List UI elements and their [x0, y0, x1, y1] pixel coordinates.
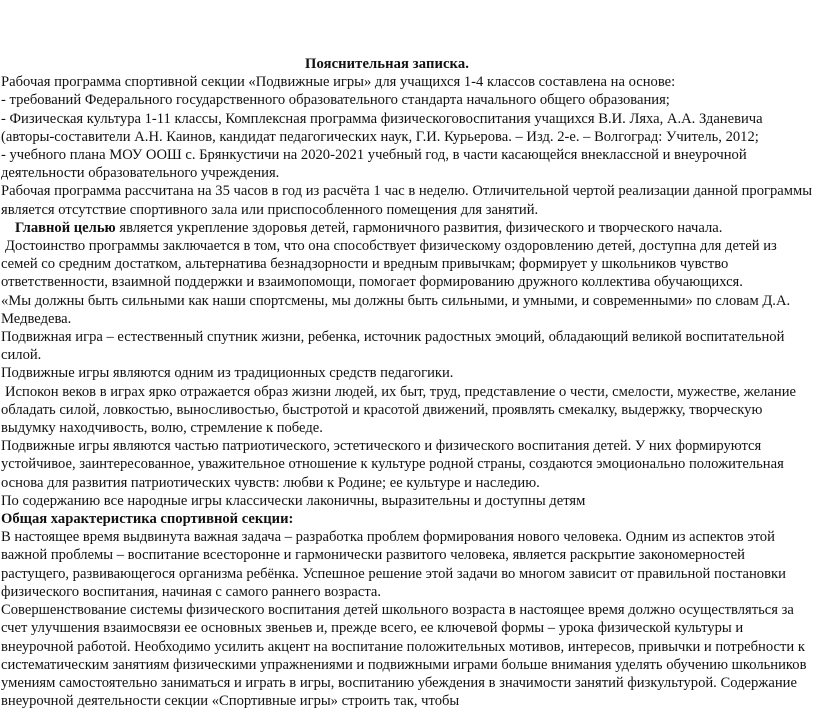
paragraph-outdoor-game: Подвижная игра – естественный спутник жизни, ребенка, источник радостных эмоций, обладающий великой воспитательной силой. — [1, 329, 785, 364]
paragraph-fgos: - требований Федерального государственного образовательного стандарта начального общего образования; — [1, 92, 670, 109]
paragraph-advantages: Достоинство программы заключается в том, что она способствует физическому оздоровлению детей, доступна для детей из семей со средним достатком, альтернатива безнадзорности и вредным привычкам; формирует у школьников чувство ответственности, взаимной поддержки и взаимопомощи, помогает формированию дружного коллектива обучающихся. — [1, 238, 777, 291]
paragraph-tradition: Испокон веков в играх ярко отражается образ жизни людей, их быт, труд, представление о чести, смелости, мужестве, желание обладать силой, ловкостью, выносливостью, быстротой и красотой движений, проявлять смекалку, выдержку, творческую выдумку находчивость, волю, стремление к победе. — [1, 383, 796, 437]
paragraph-hours: Рабочая программа рассчитана на 35 часов в год из расчёта 1 час в неделю. Отличительной чертой реализации данной программы является отсутствие спортивного зала или приспособленного помещения для занятий. — [1, 183, 813, 218]
section-heading — [1, 510, 813, 528]
paragraph-main-goal — [1, 219, 813, 237]
section-heading-text: Общая характеристика спортивной секции: — [1, 511, 294, 528]
document-page — [1, 55, 813, 710]
document-title: Пояснительная записка. — [305, 56, 469, 72]
paragraph-curriculum: - учебного плана МОУ ООШ с. Брянкустичи на 2020-2021 учебный год, в части касающейся внеклассной и внеурочной деятельности образовательного учреждения. — [1, 147, 747, 182]
paragraph-improvement: Совершенствование системы физического воспитания детей школьного возраста в настоящее время должно осуществляться за счет улучшения взаимосвязи ее основных звеньев и, прежде всего, ее ключевой формы – урока физической культуры и внеурочной работой. Необходимо усилить акцент на воспитание положительных мотивов, интересов, привычки и потребности к систематическим занятиям физическими упражнениями и подвижными играми больше внимания уделять обучению школьников умениям самостоятельно заниматься и играть в игры, воспитанию убеждения в значимости занятий физкультурой. Содержание внеурочной деятельности секции «Спортивные игры» строить так, чтобы — [1, 602, 807, 710]
paragraph-program-source: - Физическая культура 1-11 классы, Комплексная программа физическоговоспитания учащихся В.И. Ляха, А.А. Зданевича (авторы-составители А.Н. Каинов, кандидат педагогических наук, Г.И. Курьерова. – Изд. 2-е. – Волгоград: Учитель, 2012; — [1, 110, 763, 145]
paragraph-task: В настоящее время выдвинута важная задача – разработка проблем формирования нового человека. Одним из аспектов этой важной проблемы – воспитание всесторонне и гармонически развитого человека, является раскрытие закономерностей растущего, развивающегося организма ребёнка. Успешное решение этой задачи во многом зависит от правильной постановки физического воспитания, начиная с самого раннего возраста. — [1, 529, 786, 600]
paragraph-quote: «Мы должны быть сильными как наши спортсмены, мы должны быть сильными, и умными, и современными» по словам Д.А. Медведева. — [1, 292, 791, 327]
paragraph-intro: Рабочая программа спортивной секции «Подвижные игры» для учащихся 1-4 классов составлена на основе: — [1, 74, 676, 91]
paragraph-folk-games: По содержанию все народные игры классически лаконичны, выразительны и доступны детям — [1, 492, 586, 509]
paragraph-pedagogy: Подвижные игры являются одним из традиционных средств педагогики. — [1, 365, 454, 382]
main-goal-label: Главной целью — [15, 219, 116, 236]
paragraph-patriotic: Подвижные игры являются частью патриотического, эстетического и физического воспитания детей. У них формируются устойчивое, заинтересованное, уважительное отношение к культуре родной страны, создаются эмоционально положительная основа для развития патриотических чувств: любви к Родине; ее культуре и наследию. — [1, 438, 784, 491]
main-goal-text: является укрепление здоровья детей, гармоничного развития, физического и творческого начала. — [115, 219, 723, 236]
